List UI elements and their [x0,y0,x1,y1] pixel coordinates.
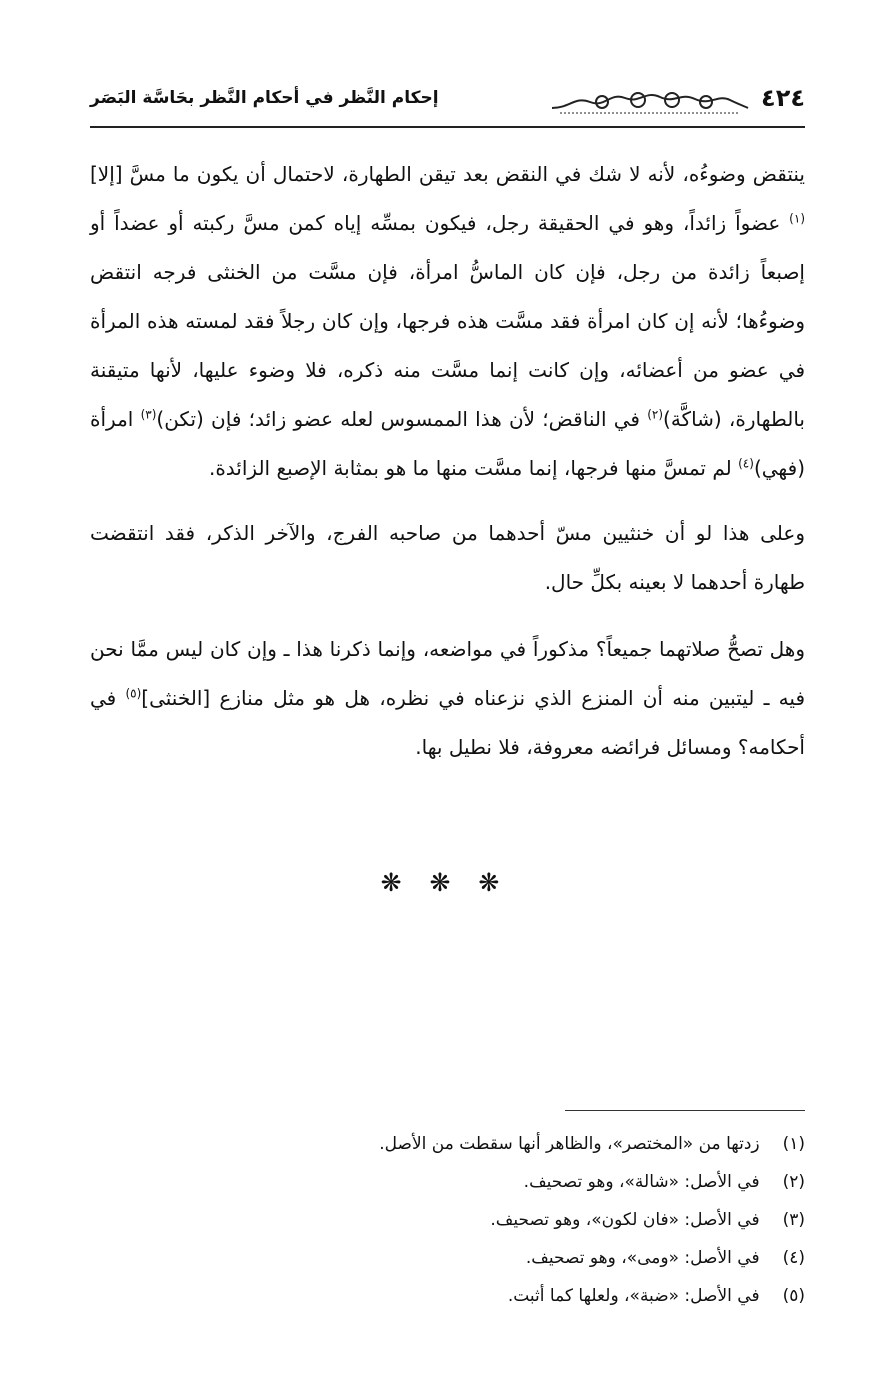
footnote-text: في الأصل: «ومى»، وهو تصحيف. [525,1248,760,1268]
footnote-text: في الأصل: «ضبة»، ولعلها كما أثبت. [507,1286,760,1306]
paragraph-1 [90,150,805,493]
paragraph-2-text: وعلى هذا لو أن خنثيين مسّ أحدهما من صاحبه الفرج، والآخر الذكر، فقد انتقضت طهارة أحدهما لا بعينه بكلِّ حال. [90,521,805,594]
footnote-ref-2: (٢) [647,407,664,422]
paragraph-1-part-3: في الناقض؛ لأن هذا الممسوس لعله عضو زائد؛ فإن (تكن) [156,407,648,431]
footnote-text: زدتها من «المختصر»، والظاهر أنها سقطت من الأصل. [379,1134,760,1154]
paragraph-3-part-2: في أحكامه؟ ومسائل فرائضه معروفة، فلا نطيل بها. [90,686,805,759]
footnote-2 [180,1163,805,1201]
running-title: إحكام النَّظر في أحكام النَّظر بحَاسَّة البَصَر [90,88,439,108]
main-text [90,150,805,788]
footnote-ref-1: (١) [789,211,805,226]
footnote-4 [180,1239,805,1277]
footnote-text: في الأصل: «شالة»، وهو تصحيف. [523,1172,760,1192]
footnote-number: (١) [782,1134,805,1154]
footnote-ref-4: (٤) [738,456,754,471]
footnote-1 [180,1125,805,1163]
paragraph-3 [90,625,805,772]
section-separator: ❋ ❋ ❋ [380,868,510,897]
paragraph-3-part-1: وهل تصحُّ صلاتهما جميعاً؟ مذكوراً في مواضعه، وإنما ذكرنا هذا ـ وإن كان ليس ممَّا نحن فيه ـ ليتبين منه أن المنزع الذي نزعناه في نظره، هل هو مثل منازع [الخنثى] [90,637,805,710]
footnote-text: في الأصل: «فان لكون»، وهو تصحيف. [490,1210,760,1230]
footnote-number: (٢) [782,1172,805,1192]
footnote-ref-5: (٥) [125,686,142,701]
paragraph-2 [90,509,805,607]
footnote-3 [180,1201,805,1239]
footnote-rule [565,1110,805,1111]
page-number: ٤٢٤ [761,84,805,112]
paragraph-1-part-1: ينتقض وضوءُه، لأنه لا شك في النقض بعد تيقن الطهارة، لاحتمال أن يكون ما مسَّ [إلا] [90,162,805,186]
footnote-number: (٤) [782,1248,805,1268]
footnote-ref-3: (٣) [140,407,157,422]
footnote-5 [180,1277,805,1315]
footnote-number: (٥) [782,1286,805,1306]
page-header [90,78,805,128]
footnote-number: (٣) [782,1210,805,1230]
paragraph-1-part-5: لم تمسَّ منها فرجها، إنما مسَّت منها ما هو بمثابة الإصبع الزائدة. [208,456,739,480]
paragraph-1-part-2: عضواً زائداً، وهو في الحقيقة رجل، فيكون بمسِّه إياه كمن مسَّ ركبته أو عضداً أو إصبعاً زائدة من رجل، فإن كان الماسُّ امرأة، فإن مسَّت من الخنثى فرجه انتقض وضوءُها؛ لأنه إن كان امرأة فقد مسَّت هذه فرجها، وإن كان رجلاً فقد لمسته هذه المرأة في عضو من أعضائه، وإن كانت إنما مسَّت منه ذكره، فلا وضوء عليها، لأنها متيقنة بالطهارة، (شاكَّة) [90,211,805,431]
footnotes [180,1125,805,1315]
arabesque-ornament-icon [550,88,750,118]
paragraph-1-part-4: امرأة (فهي) [90,407,805,480]
